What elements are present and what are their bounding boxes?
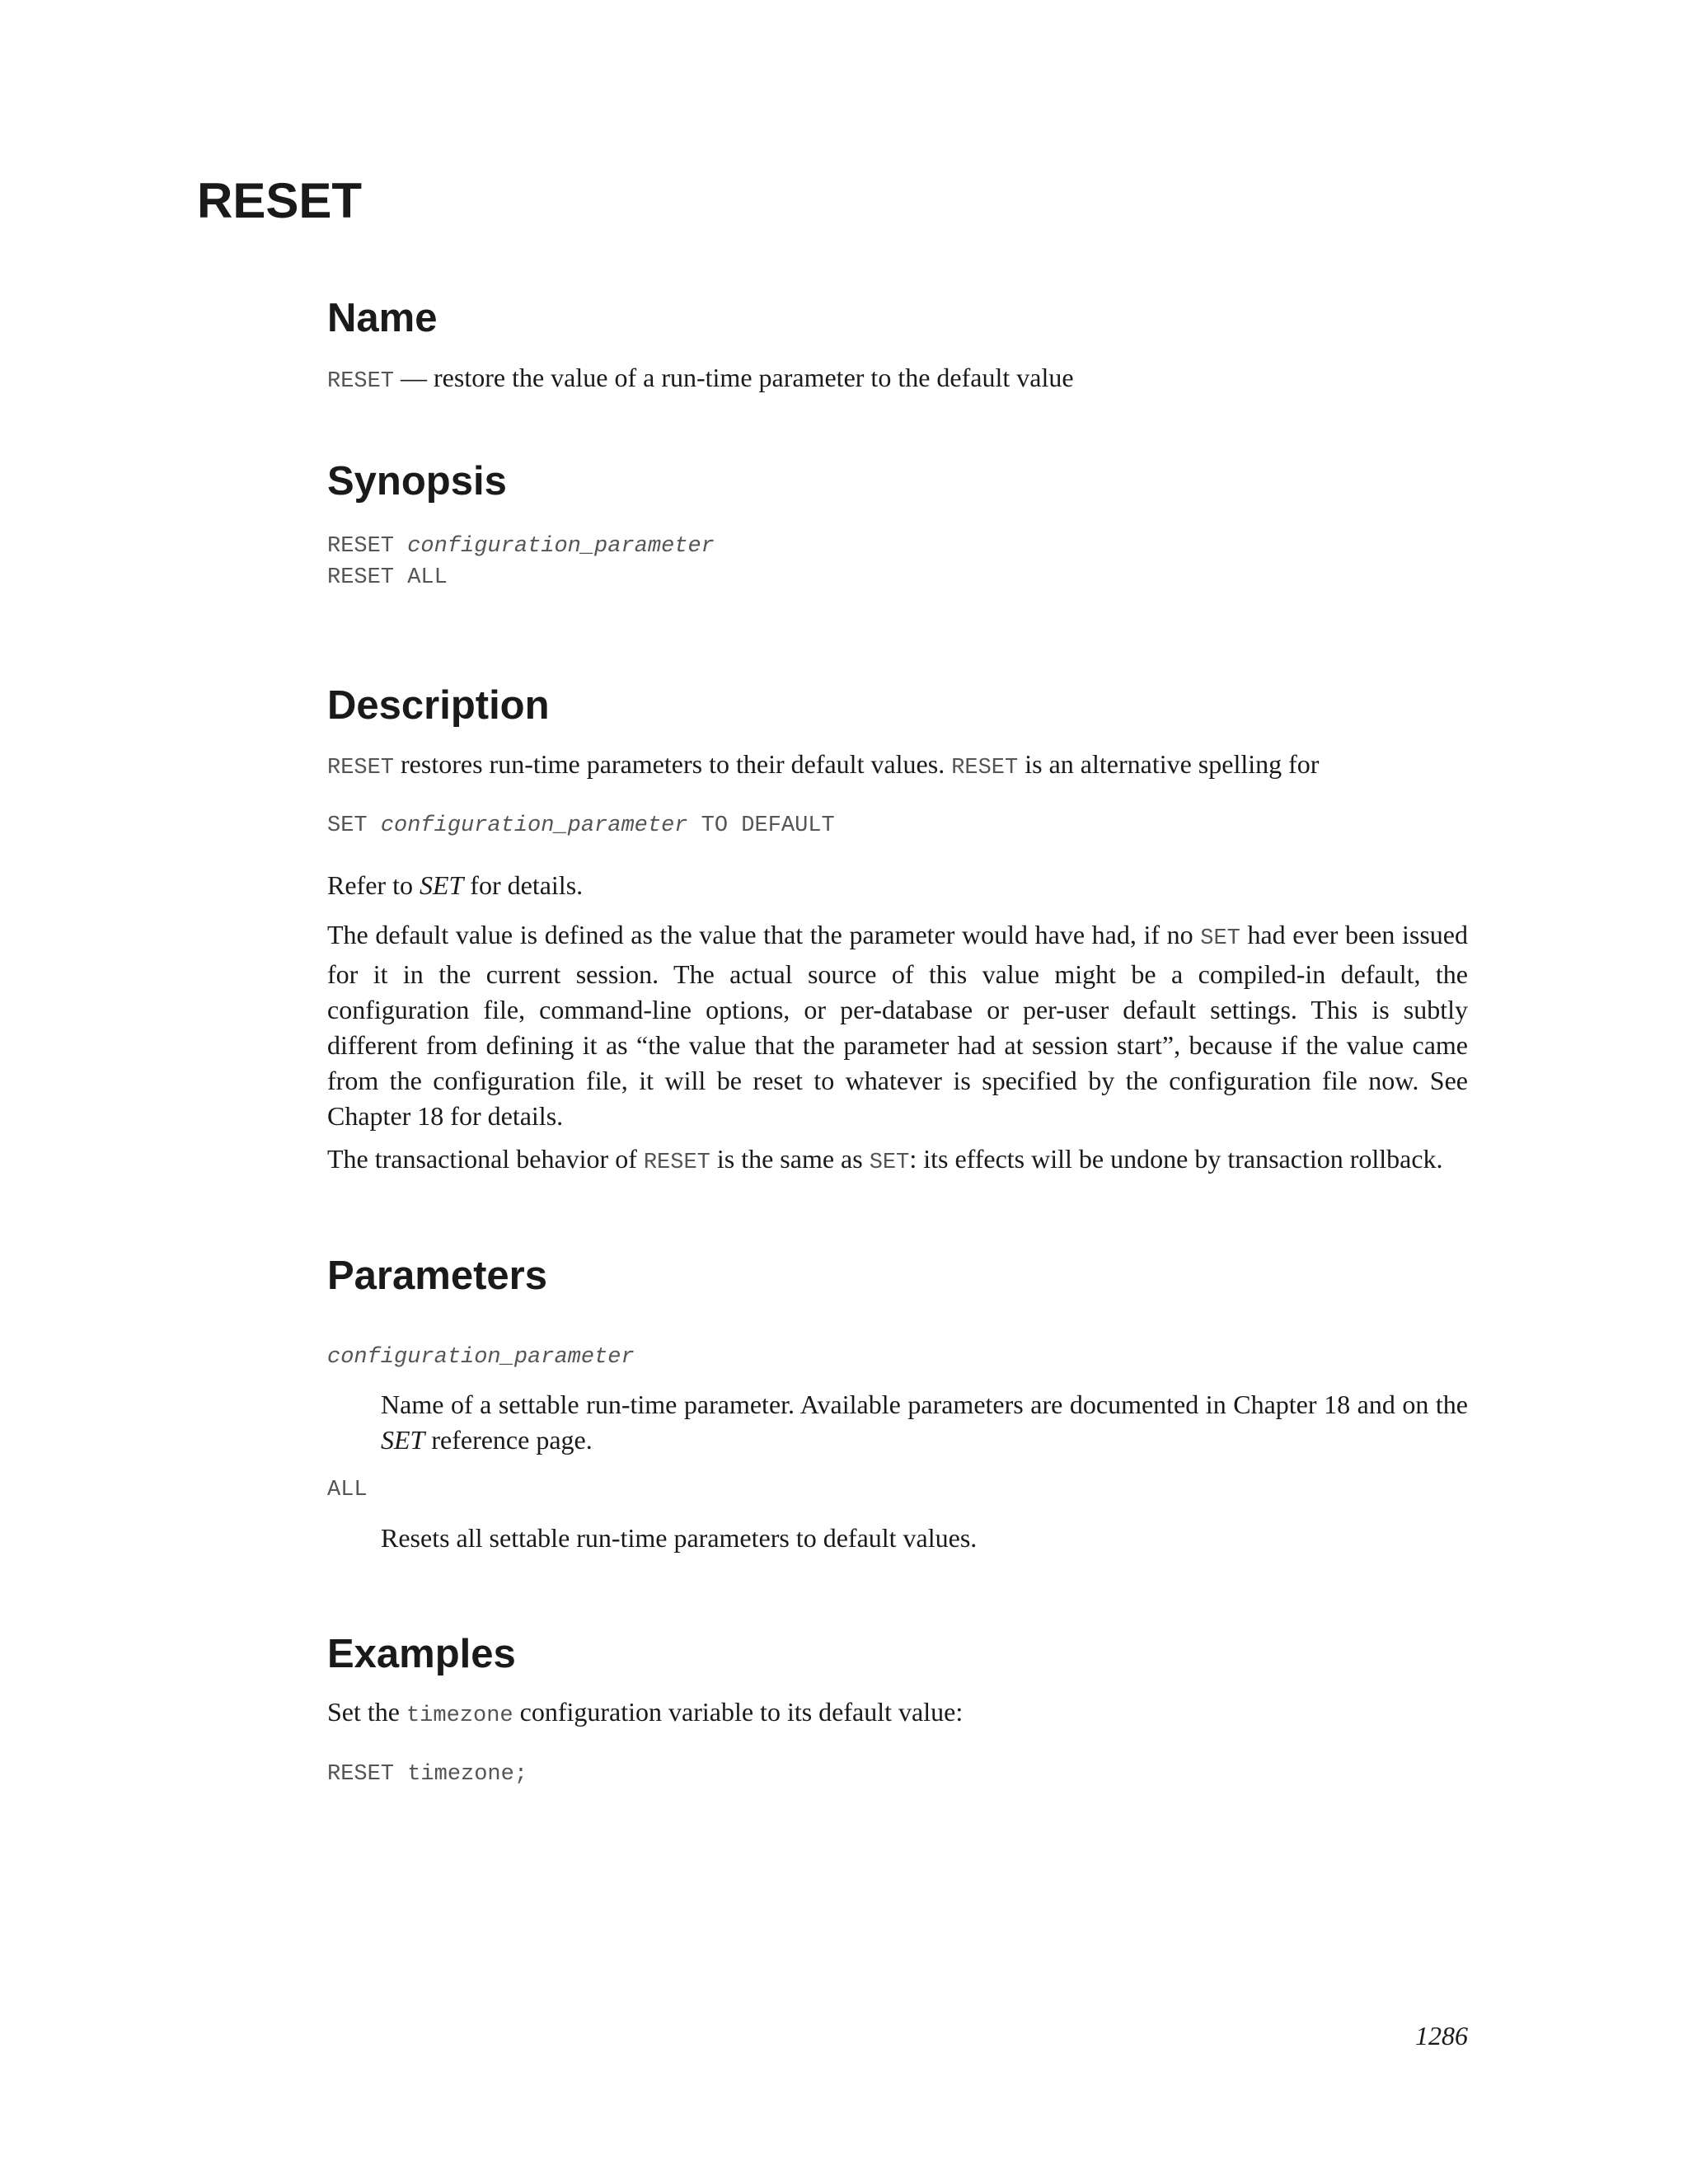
parameter-desc-all: Resets all settable run-time parameters to default values. <box>381 1523 978 1553</box>
page-title: RESET <box>197 173 363 228</box>
text-run: had ever been issued for it in the current session. The actual source of this value might be a compiled-in default, the configuration file, command-line options, or per-database or per-user default settings. This is subtly different from defining it as “the value that the parameter had at session start”, because if the value came from the configuration file, it will be reset to whatever is specified by the configuration file now. See Chapter 18 for details. <box>327 920 1468 1131</box>
inline-code: RESET <box>327 756 395 780</box>
description-paragraph-2 <box>327 868 1468 903</box>
inline-code: RESET <box>643 1151 710 1175</box>
set-reference-link[interactable]: SET <box>419 870 464 900</box>
text-run: is the same as <box>710 1144 870 1174</box>
page-number: 1286 <box>1415 2021 1468 2050</box>
synopsis-line-1-cmd: RESET <box>327 534 408 559</box>
examples-code-block: RESET timezone; <box>327 1762 528 1787</box>
text-run: Refer to <box>327 870 420 900</box>
inline-code: SET <box>1200 926 1240 951</box>
command-name: RESET <box>327 369 395 394</box>
text-run: restores run-time parameters to their default values. <box>394 749 952 779</box>
text-run: Set the <box>327 1697 406 1727</box>
parameters-heading: Parameters <box>327 1254 547 1298</box>
examples-paragraph <box>327 1694 1468 1734</box>
synopsis-line-1-param: configuration_parameter <box>407 534 715 559</box>
name-summary <box>327 360 1468 400</box>
inline-code: RESET <box>951 756 1019 780</box>
text-run: for details. <box>463 870 584 900</box>
code-param: configuration_parameter <box>380 813 688 838</box>
parameter-term-configuration: configuration_parameter <box>327 1345 635 1370</box>
synopsis-line-1 <box>327 536 715 558</box>
parameter-desc-configuration <box>381 1387 1468 1458</box>
description-code-block <box>327 815 835 837</box>
text-run: is an alternative spelling for <box>1018 749 1320 779</box>
description-paragraph-1 <box>327 747 1468 786</box>
inline-code: SET <box>869 1151 910 1175</box>
text-run: reference page. <box>424 1425 593 1455</box>
text-run: The default value is defined as the value that the parameter would have had, if no <box>327 920 1201 949</box>
name-heading: Name <box>327 296 438 340</box>
inline-code: timezone <box>406 1704 513 1728</box>
examples-heading: Examples <box>327 1632 516 1676</box>
code-run: SET <box>327 813 381 838</box>
description-paragraph-4 <box>327 1141 1468 1181</box>
set-reference-link[interactable]: SET <box>381 1425 425 1455</box>
code-run: TO DEFAULT <box>687 813 835 838</box>
text-run: The transactional behavior of <box>327 1144 644 1174</box>
synopsis-line-2: RESET ALL <box>327 565 448 590</box>
text-run: Name of a settable run-time parameter. Available parameters are documented in Chapter 18 and on the <box>381 1390 1468 1419</box>
parameter-term-all: ALL <box>327 1478 368 1502</box>
description-paragraph-3 <box>327 917 1468 1134</box>
synopsis-heading: Synopsis <box>327 459 507 504</box>
text-run: configuration variable to its default value: <box>513 1697 964 1727</box>
description-heading: Description <box>327 683 550 728</box>
command-summary: — restore the value of a run-time parameter to the default value <box>394 363 1074 392</box>
text-run: : its effects will be undone by transaction rollback. <box>909 1144 1443 1174</box>
